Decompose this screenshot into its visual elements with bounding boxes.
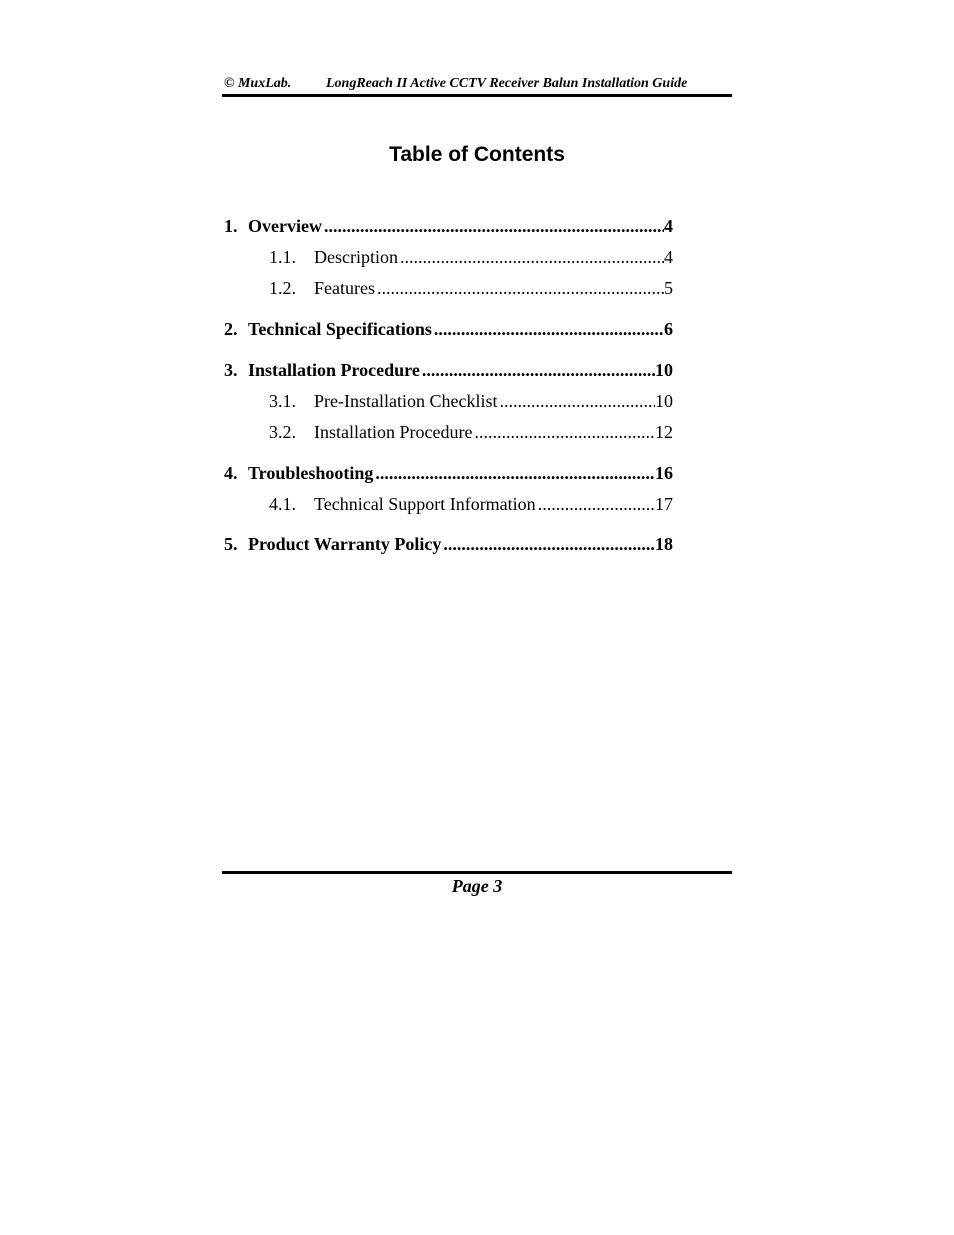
toc-dot-leader bbox=[443, 532, 655, 556]
toc-entry-overview[interactable] bbox=[224, 214, 673, 238]
toc-entry-page: 6 bbox=[664, 319, 673, 339]
header-rule bbox=[222, 94, 732, 97]
toc-entry-page: 10 bbox=[655, 391, 673, 411]
toc-entry-number: 3.1. bbox=[269, 391, 296, 411]
toc-entry-title: Installation Procedure bbox=[314, 422, 473, 442]
toc-entry-number: 4.1. bbox=[269, 494, 296, 514]
toc-entry-title: Technical Specifications bbox=[248, 319, 432, 339]
toc-entry-number: 1.1. bbox=[269, 247, 296, 267]
toc-entry-page: 18 bbox=[655, 534, 673, 554]
header-copyright: © MuxLab. bbox=[224, 76, 292, 91]
running-header bbox=[222, 74, 732, 94]
toc-entry-technical-support-information[interactable] bbox=[269, 492, 673, 516]
toc-dot-leader bbox=[474, 420, 655, 444]
toc-entry-number: 3.2. bbox=[269, 422, 296, 442]
toc-dot-leader bbox=[422, 358, 655, 382]
toc-entry-description[interactable] bbox=[269, 245, 673, 269]
toc-entry-title: Description bbox=[314, 247, 398, 267]
toc-entry-troubleshooting[interactable] bbox=[224, 461, 673, 485]
toc-entry-page: 4 bbox=[664, 247, 673, 267]
toc-entry-page: 10 bbox=[655, 360, 673, 380]
toc-dot-leader bbox=[400, 245, 664, 269]
toc-entry-title: Features bbox=[314, 278, 375, 298]
toc-entry-page: 12 bbox=[655, 422, 673, 442]
toc-entry-title: Troubleshooting bbox=[248, 463, 374, 483]
toc-entry-title: Pre-Installation Checklist bbox=[314, 391, 498, 411]
toc-entry-installation-procedure-sub[interactable] bbox=[269, 420, 673, 444]
toc-dot-leader bbox=[499, 389, 655, 413]
toc-entry-pre-installation-checklist[interactable] bbox=[269, 389, 673, 413]
toc-entry-number: 3. bbox=[224, 360, 238, 380]
toc-entry-page: 16 bbox=[655, 463, 673, 483]
toc-entry-technical-specifications[interactable] bbox=[224, 317, 673, 341]
page-number: Page 3 bbox=[451, 876, 503, 896]
footer-rule bbox=[222, 871, 732, 874]
toc-entry-number: 2. bbox=[224, 319, 238, 339]
toc-entry-installation-procedure[interactable] bbox=[224, 358, 673, 382]
toc-dot-leader bbox=[324, 214, 664, 238]
toc-entry-number: 1.2. bbox=[269, 278, 296, 298]
toc-dot-leader bbox=[538, 492, 655, 516]
toc-entry-features[interactable] bbox=[269, 276, 673, 300]
toc-entry-page: 4 bbox=[664, 216, 673, 236]
toc-entry-title: Product Warranty Policy bbox=[248, 534, 442, 554]
toc-entry-number: 5. bbox=[224, 534, 238, 554]
header-document-title: LongReach II Active CCTV Receiver Balun Installation Guide bbox=[326, 76, 688, 91]
toc-dot-leader bbox=[375, 461, 655, 485]
toc-entry-title: Overview bbox=[248, 216, 322, 236]
toc-entry-title: Technical Support Information bbox=[314, 494, 536, 514]
toc-entry-number: 4. bbox=[224, 463, 238, 483]
toc-entry-page: 5 bbox=[664, 278, 673, 298]
toc-dot-leader bbox=[377, 276, 664, 300]
toc-dot-leader bbox=[434, 317, 664, 341]
toc-entry-page: 17 bbox=[655, 494, 673, 514]
toc-entry-title: Installation Procedure bbox=[248, 360, 420, 380]
toc-entry-product-warranty-policy[interactable] bbox=[224, 532, 673, 556]
toc-heading: Table of Contents bbox=[389, 143, 565, 166]
toc-entry-number: 1. bbox=[224, 216, 238, 236]
